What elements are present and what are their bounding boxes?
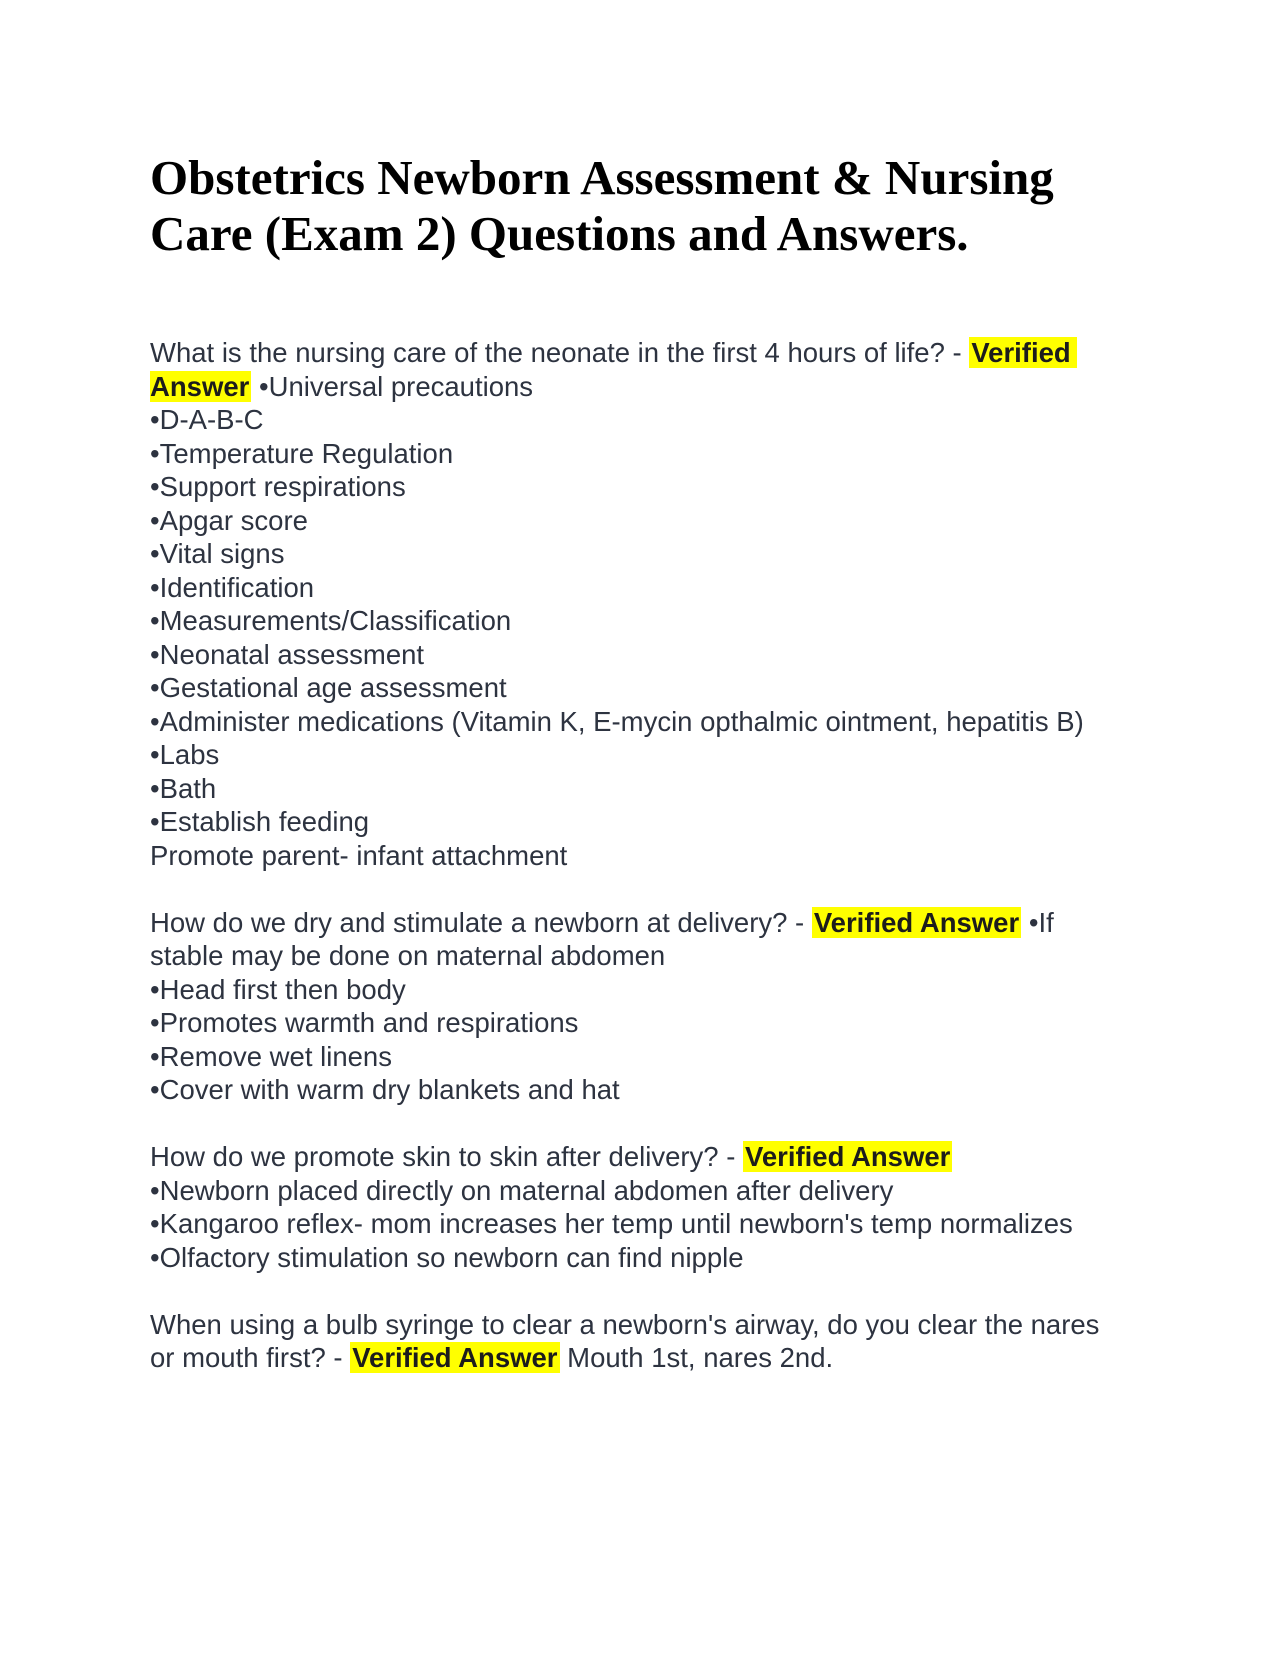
answer-line: •Promotes warmth and respirations xyxy=(150,1007,579,1038)
document-page xyxy=(150,150,1120,1408)
answer-line: •Administer medications (Vitamin K, E-mycin opthalmic ointment, hepatitis B) xyxy=(150,705,1084,737)
answer-text: •If stable may be done on maternal abdomen xyxy=(150,906,1062,971)
verified-answer-label: Verified Answer xyxy=(813,906,1020,938)
qa-first-line xyxy=(150,906,1120,973)
answer-text: Mouth 1st, nares 2nd. xyxy=(567,1342,834,1373)
question-text: When using a bulb syringe to clear a newborn's airway, do you clear the nares or mouth first? - xyxy=(150,1308,1108,1373)
qa-first-line xyxy=(150,1308,1120,1375)
answer-line: •Olfactory stimulation so newborn can find nipple xyxy=(150,1241,744,1273)
answer-line: •Neonatal assessment xyxy=(150,638,425,670)
question-text: How do we promote skin to skin after delivery? - xyxy=(150,1141,736,1172)
answer-line: •Temperature Regulation xyxy=(150,437,454,469)
answer-line: •Measurements/Classification xyxy=(150,605,512,636)
answer-line: •Apgar score xyxy=(150,504,308,536)
answer-line: •D-A-B-C xyxy=(150,404,264,435)
qa-item xyxy=(150,1140,1120,1274)
answer-line: •Remove wet linens xyxy=(150,1040,392,1072)
question-text: What is the nursing care of the neonate in the first 4 hours of life? - xyxy=(150,337,962,368)
qa-item xyxy=(150,906,1120,1107)
answer-line: •Vital signs xyxy=(150,538,285,569)
qa-list xyxy=(150,336,1120,1375)
verified-answer-label: Verified Answer xyxy=(150,337,1078,402)
answer-line: •Identification xyxy=(150,571,315,603)
qa-first-line xyxy=(150,336,1120,403)
answer-line: Promote parent- infant attachment xyxy=(150,839,568,871)
answer-line: •Gestational age assessment xyxy=(150,672,507,703)
question-text: How do we dry and stimulate a newborn at delivery? - xyxy=(150,906,805,938)
qa-item xyxy=(150,1308,1120,1375)
answer-line: •Newborn placed directly on maternal abdomen after delivery xyxy=(150,1174,894,1206)
verified-answer-label: Verified Answer xyxy=(745,1141,951,1172)
answer-line: •Support respirations xyxy=(150,471,406,502)
answer-line: •Head first then body xyxy=(150,973,406,1005)
verified-answer-label: Verified Answer xyxy=(352,1342,558,1373)
document-title: Obstetrics Newborn Assessment & Nursing Care (Exam 2) Questions and Answers. xyxy=(150,150,1054,261)
answer-line: •Bath xyxy=(150,772,217,804)
answer-line: •Cover with warm dry blankets and hat xyxy=(150,1074,620,1105)
answer-line: •Kangaroo reflex- mom increases her temp until newborn's temp normalizes xyxy=(150,1208,1073,1239)
answer-text: •Universal precautions xyxy=(258,370,534,402)
answer-line: •Establish feeding xyxy=(150,806,370,837)
answer-line: •Labs xyxy=(150,739,220,770)
qa-item xyxy=(150,336,1120,872)
qa-first-line xyxy=(150,1140,1120,1174)
